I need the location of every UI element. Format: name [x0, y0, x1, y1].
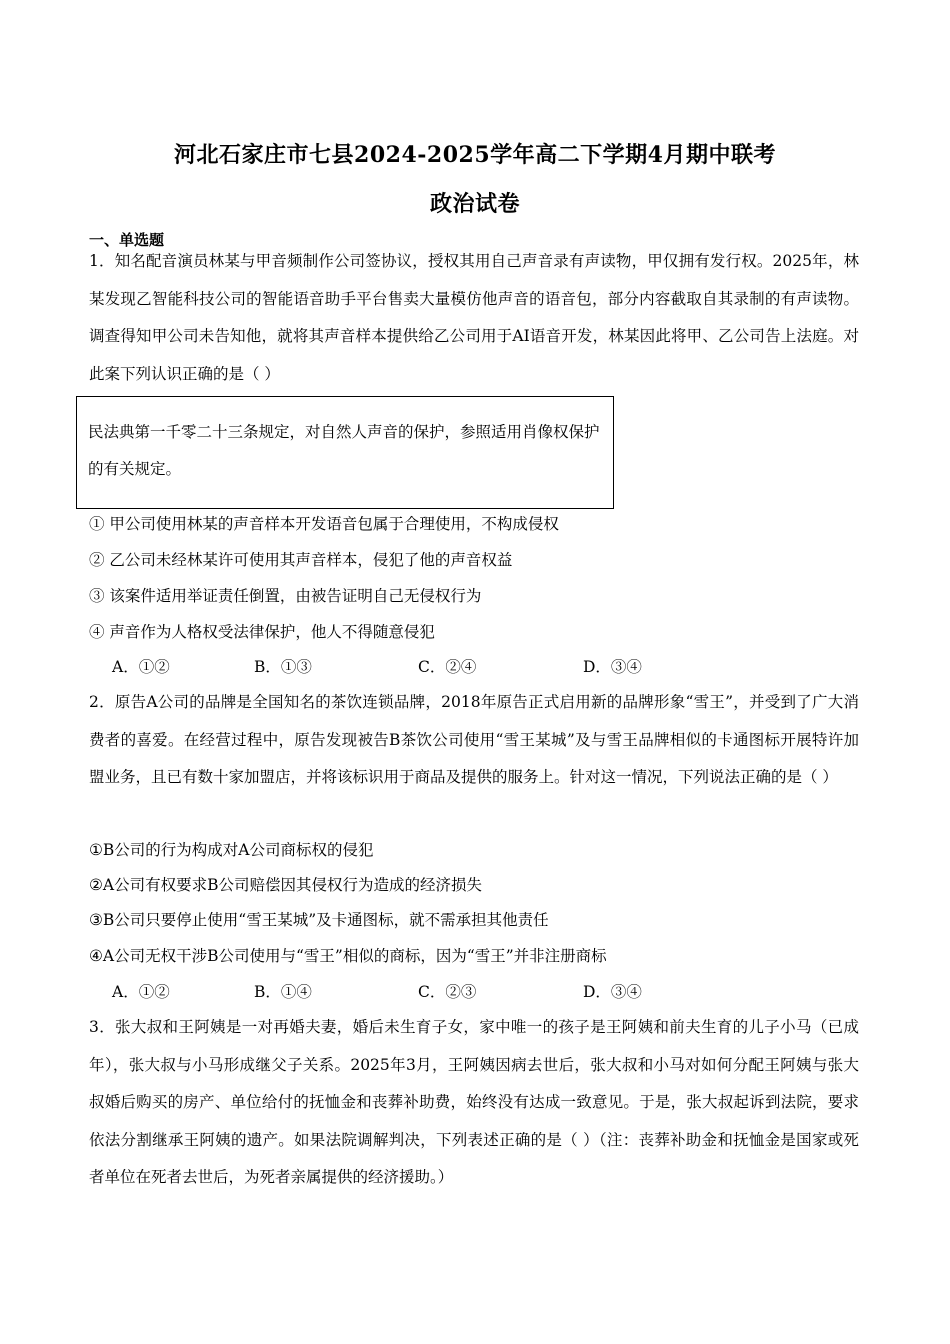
- question-2-statement: ②A公司有权要求B公司赔偿因其侵权行为造成的经济损失: [89, 876, 482, 894]
- question-1-statement: ① 甲公司使用林某的声音样本开发语音包属于合理使用，不构成侵权: [89, 515, 559, 533]
- question-1-statement: ③ 该案件适用举证责任倒置，由被告证明自己无侵权行为: [89, 587, 482, 605]
- law-quote-box: [76, 396, 614, 509]
- question-2-option-b[interactable]: B．①④: [254, 983, 312, 1001]
- question-1-option-a[interactable]: A．①②: [112, 658, 170, 676]
- question-1-statement: ④ 声音作为人格权受法律保护，他人不得随意侵犯: [89, 623, 435, 641]
- question-1-option-b[interactable]: B．①③: [254, 658, 312, 676]
- question-1-statement: ② 乙公司未经林某许可使用其声音样本，侵犯了他的声音权益: [89, 551, 513, 569]
- question-1-stem: 1．知名配音演员林某与甲音频制作公司签协议，授权其用自己声音录有声读物，甲仅拥有发行权。2025年，林某发现乙智能科技公司的智能语音助手平台售卖大量模仿他声音的语音包，部分内容截取自其录制的有声读物。调查得知甲公司未告知他，就将其声音样本提供给乙公司用于AI语音开发，林某因此将甲、乙公司告上法庭。对此案下列认识正确的是（ ）: [89, 252, 859, 383]
- question-1-option-c[interactable]: C．②④: [418, 658, 477, 676]
- question-3-stem: 3．张大叔和王阿姨是一对再婚夫妻，婚后未生育子女，家中唯一的孩子是王阿姨和前夫生育的儿子小马（已成年），张大叔与小马形成继父子关系。2025年3月，王阿姨因病去世后，张大叔和小马对如何分配王阿姨与张大叔婚后购买的房产、单位给付的抚恤金和丧葬补助费，始终没有达成一致意见。于是，张大叔起诉到法院，要求依法分割继承王阿姨的遗产。如果法院调解判决，下列表述正确的是（ ）（注：丧葬补助金和抚恤金是国家或死者单位在死者去世后，为死者亲属提供的经济援助。）: [89, 1018, 859, 1186]
- exam-subtitle: 政治试卷: [429, 191, 520, 217]
- question-2-statement: ④A公司无权干涉B公司使用与“雪王”相似的商标，因为“雪王”并非注册商标: [89, 947, 607, 965]
- law-quote-text: 民法典第一千零二十三条规定，对自然人声音的保护，参照适用肖像权保护的有关规定。: [88, 423, 600, 478]
- question-2-stem: 2．原告A公司的品牌是全国知名的茶饮连锁品牌，2018年原告正式启用新的品牌形象“雪王”，并受到了广大消费者的喜爱。在经营过程中，原告发现被告B茶饮公司使用“雪王某城”及与雪王品牌相似的卡通图标开展特许加盟业务，且已有数十家加盟店，并将该标识用于商品及提供的服务上。针对这一情况，下列说法正确的是（ ）: [89, 693, 859, 786]
- question-2-option-c[interactable]: C．②③: [418, 983, 477, 1001]
- question-2-statement: ③B公司只要停止使用“雪王某城”及卡通图标，就不需承担其他责任: [89, 911, 549, 929]
- question-2-statement: ①B公司的行为构成对A公司商标权的侵犯: [89, 841, 374, 859]
- question-2-option-d[interactable]: D．③④: [583, 983, 642, 1001]
- question-1-option-d[interactable]: D．③④: [583, 658, 642, 676]
- section-heading: 一、单选题: [89, 231, 165, 249]
- question-2-option-a[interactable]: A．①②: [112, 983, 170, 1001]
- exam-title: 河北石家庄市七县2024-2025学年高二下学期4月期中联考: [174, 142, 776, 168]
